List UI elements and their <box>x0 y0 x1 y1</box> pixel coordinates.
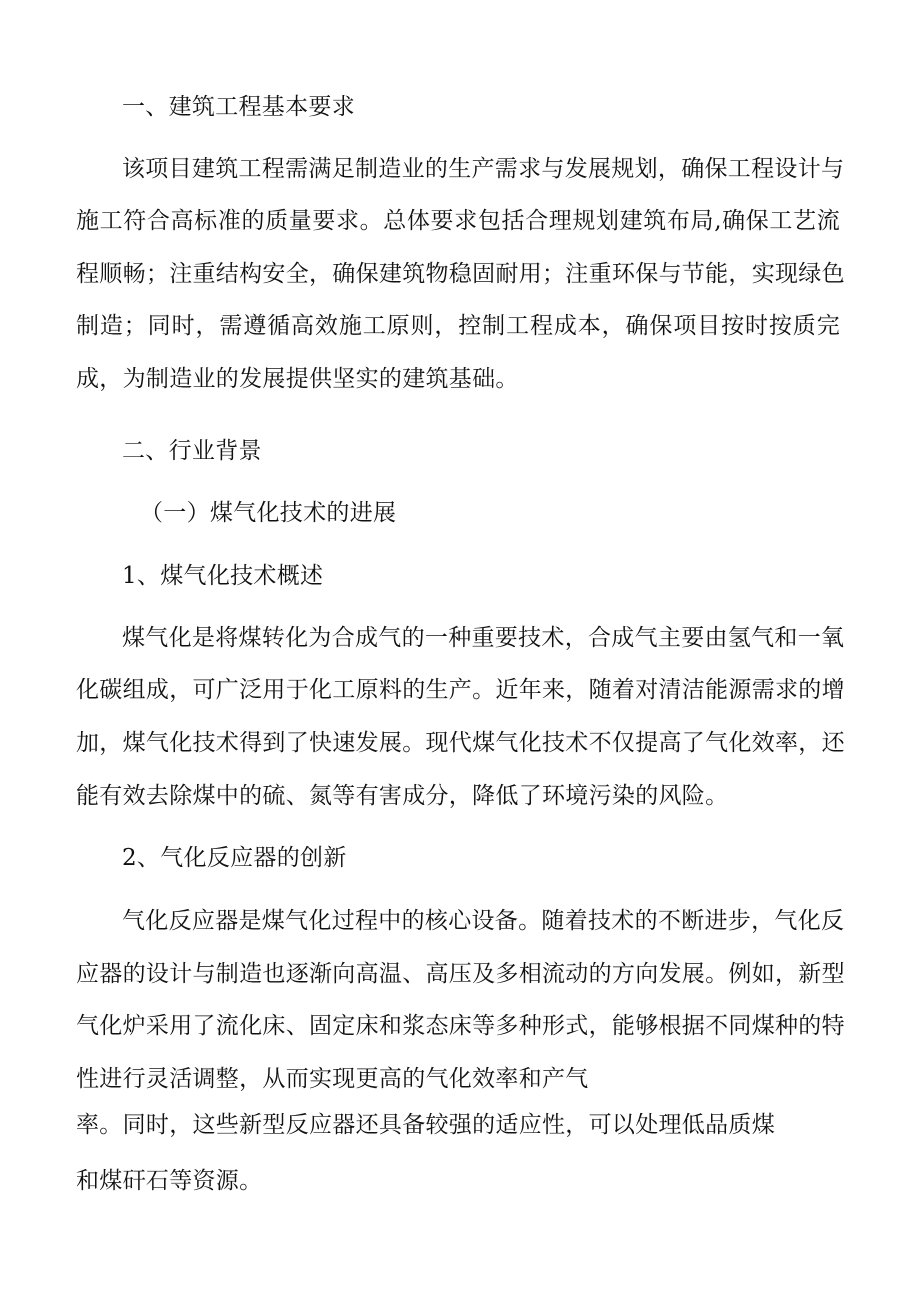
paragraph-line: 能有效去除煤中的硫、氮等有害成分，降低了环境污染的风险。 <box>76 783 729 809</box>
paragraph-line: 和煤矸石等资源。 <box>76 1168 263 1194</box>
paragraph-line: 成，为制造业的发展提供坚实的建筑基础。 <box>76 366 519 392</box>
paragraph-line: 气化炉采用了流化床、固定床和浆态床等多种形式，能够根据不同煤种的特 <box>76 1013 845 1039</box>
paragraph-line: 率。同时，这些新型反应器还具备较强的适应性，可以处理低品质煤 <box>76 1112 775 1138</box>
paragraph-line: 程顺畅；注重结构安全，确保建筑物稳固耐用；注重环保与节能，实现绿色 <box>76 261 845 287</box>
paragraph-line: 煤气化是将煤转化为合成气的一种重要技术，合成气主要由氢气和一氧 <box>122 625 845 651</box>
item-heading-overview: 1、煤气化技术概述 <box>122 563 324 589</box>
paragraph-line: 制造；同时，需遵循高效施工原则，控制工程成本，确保项目按时按质完 <box>76 313 840 339</box>
section-heading-building-requirements: 一、建筑工程基本要求 <box>122 94 355 120</box>
paragraph-line: 化碳组成，可广泛用于化工原料的生产。近年来，随着对清洁能源需求的增 <box>76 677 845 703</box>
paragraph-line: 施工符合高标准的质量要求。总体要求包括合理规划建筑布局,确保工艺流 <box>76 208 840 234</box>
paragraph-line: 该项目建筑工程需满足制造业的生产需求与发展规划，确保工程设计与 <box>122 156 845 182</box>
subsection-heading-coal-gasification: （一）煤气化技术的进展 <box>140 500 397 526</box>
paragraph-line: 气化反应器是煤气化过程中的核心设备。随着技术的不断进步，气化反 <box>122 908 845 934</box>
paragraph-line: 应器的设计与制造也逐渐向高温、高压及多相流动的方向发展。例如，新型 <box>76 961 845 987</box>
paragraph-line: 加，煤气化技术得到了快速发展。现代煤气化技术不仅提高了气化效率，还 <box>76 730 845 756</box>
item-heading-reactor-innovation: 2、气化反应器的创新 <box>122 845 347 871</box>
section-heading-industry-background: 二、行业背景 <box>122 438 262 464</box>
paragraph-line: 性进行灵活调整，从而实现更高的气化效率和产气 <box>76 1066 589 1092</box>
